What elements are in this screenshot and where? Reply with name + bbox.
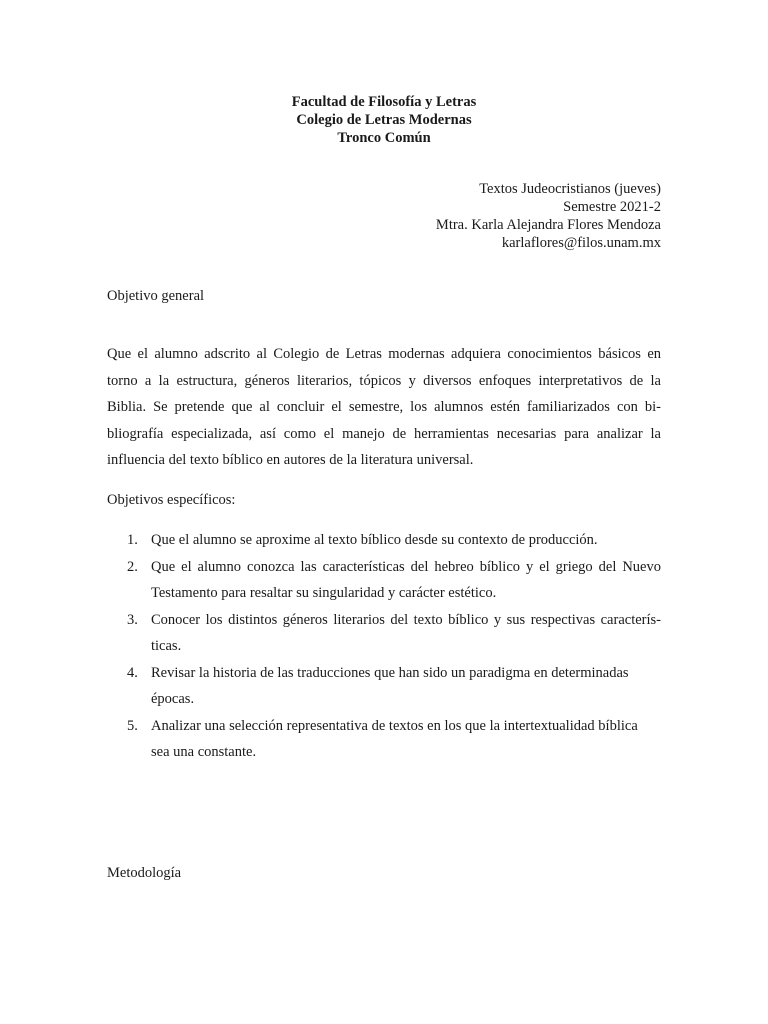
list-item-line: Analizar una selección representativa de textos en los que la intertextualidad bíblica	[151, 717, 638, 734]
list-item-line: Que el alumno conozca las características del hebreo bíblico y el griego del Nuevo	[151, 558, 661, 575]
list-item-line: épocas.	[151, 691, 195, 707]
general-objective-paragraph	[107, 341, 661, 474]
paragraph-line: influencia del texto bíblico en autores de la literatura universal.	[107, 452, 474, 468]
list-item	[107, 527, 661, 554]
list-item-number: 2.	[127, 558, 138, 575]
list-item-line: Testamento para resaltar su singularidad y carácter estético.	[151, 585, 497, 601]
list-item	[107, 660, 661, 713]
paragraph-line: Que el alumno adscrito al Colegio de Letras modernas adquiera conocimientos básicos en	[107, 346, 661, 362]
specific-objectives-title: Objetivos específicos:	[107, 492, 236, 508]
list-item-line: ticas.	[151, 638, 182, 654]
faculty-name: Facultad de Filosofía y Letras	[291, 94, 477, 110]
methodology-title: Metodología	[107, 865, 182, 881]
list-item-line: Conocer los distintos géneros literarios del texto bíblico y sus respectivas caracterís-	[151, 611, 661, 628]
list-item	[107, 713, 661, 766]
program-name: Tronco Común	[337, 130, 431, 146]
course-info	[436, 180, 661, 252]
course-teacher: Mtra. Karla Alejandra Flores Mendoza	[435, 217, 661, 233]
list-item	[107, 554, 661, 607]
specific-objectives-list	[107, 527, 661, 766]
paragraph-line: bliografía especializada, así como el manejo de herramientas necesarias para analizar la	[107, 425, 661, 442]
course-name: Textos Judeocristianos (jueves)	[479, 181, 661, 197]
list-item-number: 1.	[127, 532, 138, 548]
paragraph-line: torno a la estructura, géneros literarios, tópicos y diversos enfoques interpretativos de la	[107, 372, 661, 389]
list-item-number: 3.	[127, 611, 138, 628]
list-item-number: 5.	[127, 717, 138, 734]
list-item-line: sea una constante.	[151, 744, 257, 760]
list-item-line: Revisar la historia de las traducciones que han sido un paradigma en determinadas	[151, 664, 629, 681]
document-header	[0, 93, 768, 147]
college-name: Colegio de Letras Modernas	[296, 112, 472, 128]
list-item	[107, 607, 661, 660]
list-item-number: 4.	[127, 664, 138, 681]
general-objective-title: Objetivo general	[107, 288, 205, 304]
course-semester: Semestre 2021-2	[563, 199, 661, 215]
list-item-line: Que el alumno se aproxime al texto bíblico desde su contexto de producción.	[151, 532, 598, 548]
paragraph-line: Biblia. Se pretende que al concluir el semestre, los alumnos estén familiarizados con bi-	[107, 399, 661, 415]
course-email: karlaflores@filos.unam.mx	[501, 235, 661, 251]
